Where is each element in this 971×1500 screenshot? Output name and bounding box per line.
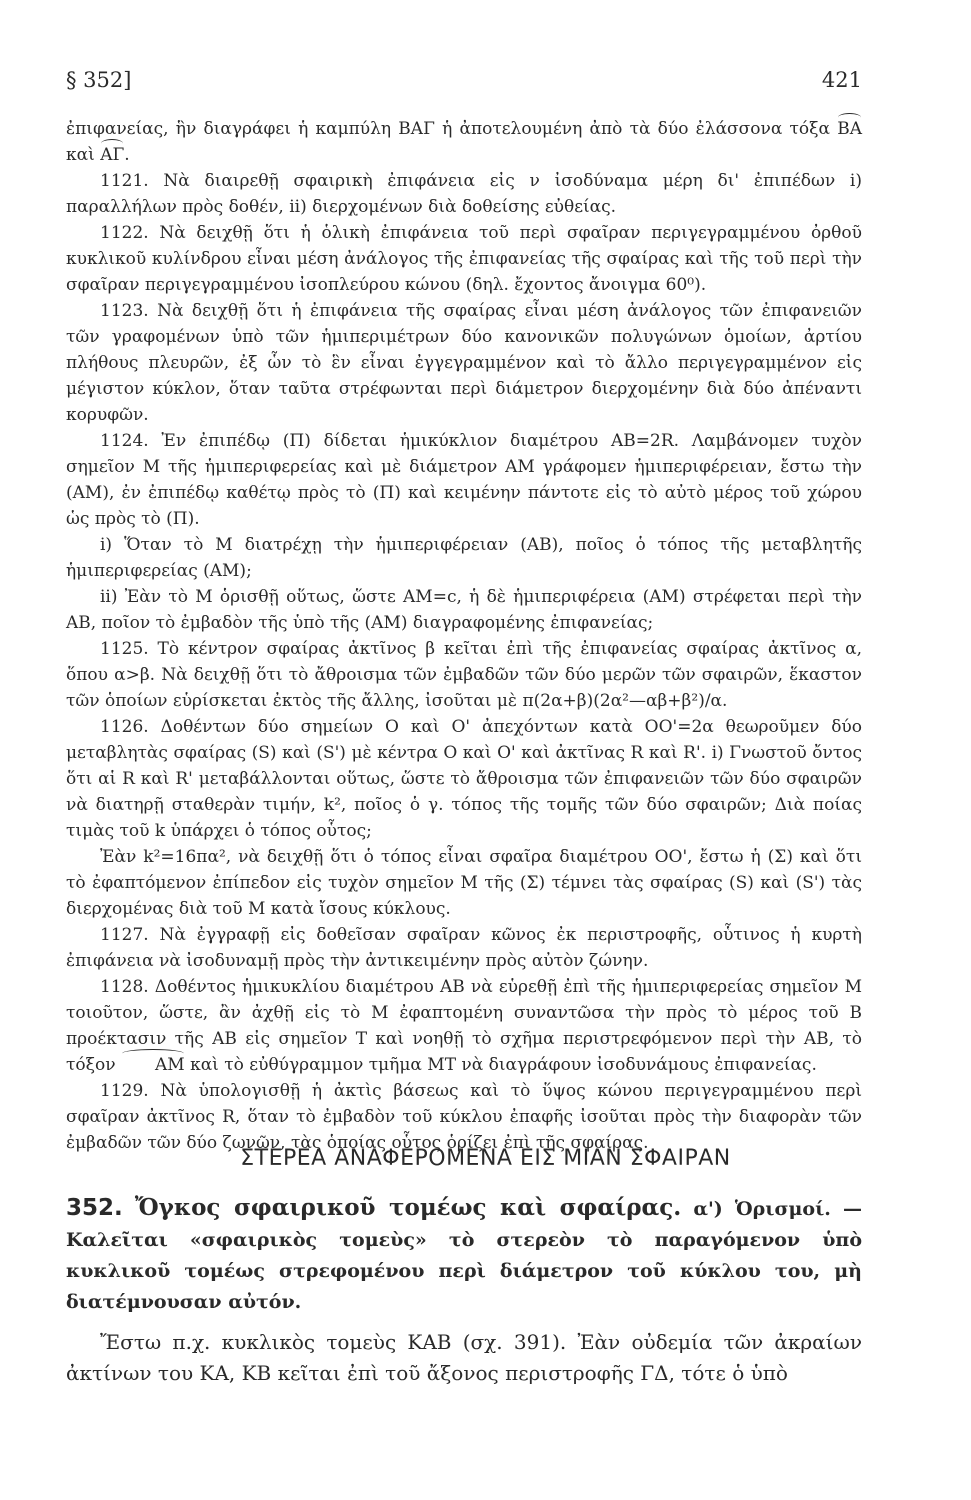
exercise-1128: 1128. Δοθέντος ἡμικυκλίου διαμέτρου ΑΒ νὰ εὑρεθῇ ἐπὶ τῆς ἡμιπεριφερείας σημεῖον Μ τοιοῦτον, ὥστε, ἂν ἀχθῇ εἰς τὸ Μ ἐφαπτομένη συναντῶσα τὴν πρὸς τὸ μέρος τοῦ Β προέκτασιν τῆς ΑΒ εἰς σημεῖον Τ καὶ νοηθῇ τὸ σχῆμα περιστρεφόμενον περὶ τὴν ΑΒ, τὸ τόξον ΑΜ καὶ τὸ εὐθύγραμμον τμῆμα ΜΤ νὰ διαγράφουν ἰσοδυνάμους ἐπιφανείας. bbox=[66, 974, 862, 1078]
section-heading: ΣΤΕΡΕΑ ΑΝΑΦΕΡΟΜΕΝΑ ΕΙΣ ΜΙΑΝ ΣΦΑΙΡΑΝ bbox=[240, 1146, 731, 1171]
paragraph-continuation: ἐπιφανείας, ἣν διαγράφει ἡ καμπύλη ΒΑΓ ἡ ἀποτελουμένη ἀπὸ τὰ δύο ἐλάσσονα τόξα ΒΑ καὶ ΑΓ. bbox=[66, 116, 862, 168]
arc-ba: ΒΑ bbox=[837, 116, 862, 142]
definition-subtitle: α') Ὁρισμοί. bbox=[693, 1198, 831, 1220]
exercise-1126: 1126. Δοθέντων δύο σημείων Ο καὶ Ο' ἀπεχόντων κατὰ ΟΟ'=2α θεωροῦμεν δύο μεταβλητὰς σφαίρας (S) καὶ (S') μὲ κέντρα Ο καὶ Ο' καὶ ἀκτῖνας R καὶ R'. i) Γνωστοῦ ὄντος ὅτι αἱ R καὶ R' μεταβάλλονται οὕτως, ὥστε τὸ ἄθροισμα τῶν ἐπιφανειῶν τῶν δύο σφαιρῶν νὰ διατηρῇ σταθερὰν τιμήν, k², ποῖος ὁ γ. τόπος τῆς τομῆς τῶν δύο σφαιρῶν; Διὰ ποίας τιμὰς τοῦ k ὑπάρχει ὁ τόπος οὗτος; bbox=[66, 717, 862, 841]
exercise-text bbox=[66, 116, 862, 1156]
section-title: Ὄγκος σφαιρικοῦ τομέως καὶ σφαίρας. bbox=[134, 1194, 682, 1221]
arc-ag: ΑΓ bbox=[100, 142, 124, 168]
exercise-1122: 1122. Νὰ δειχθῇ ὅτι ἡ ὁλικὴ ἐπιφάνεια τοῦ περὶ σφαῖραν περιγεγραμμένου ὀρθοῦ κυκλικοῦ κυλίνδρου εἶναι μέση ἀνάλογος τῆς ἐπιφανείας τῆς σφαίρας καὶ τῆς τοῦ περὶ τὴν σφαῖραν περιγεγραμμένου ἰσοπλεύρου κώνου (δηλ. ἔχοντος ἄνοιγμα 60⁰). bbox=[66, 223, 862, 295]
exercise-1124-part-ii: ii) Ἐὰν τὸ Μ ὁρισθῇ οὕτως, ὥστε ΑΜ=c, ἡ δὲ ἡμιπεριφέρεια (ΑΜ) στρέφεται περὶ τὴν ΑΒ, ποῖον τὸ ἐμβαδὸν τῆς ὑπὸ τῆς (ΑΜ) διαγραφομένης ἐπιφανείας; bbox=[66, 587, 862, 633]
definition-block bbox=[66, 1192, 862, 1318]
definition-text: — Καλεῖται «σφαιρικὸς τομεὺς» τὸ στερεὸν τὸ παραγόμενον ὑπὸ κυκλικοῦ τομέως στρεφομένου περὶ διάμετρον τοῦ κύκλου του, μὴ διατέμνουσαν αὐτόν. bbox=[66, 1198, 863, 1313]
page-number: 421 bbox=[821, 68, 862, 92]
page-header bbox=[66, 68, 862, 98]
exercise-1121: 1121. Νὰ διαιρεθῇ σφαιρικὴ ἐπιφάνεια εἰς ν ἰσοδύναμα μέρη δι' ἐπιπέδων i) παραλλήλων πρὸς δοθέν, ii) διερχομένων διὰ δοθείσης εὐθείας. bbox=[66, 171, 862, 217]
exercise-1125: 1125. Τὸ κέντρον σφαίρας ἀκτῖνος β κεῖται ἐπὶ τῆς ἐπιφανείας σφαίρας ἀκτῖνος α, ὅπου α>β. Νὰ δειχθῇ ὅτι τὸ ἄθροισμα τῶν ἐμβαδῶν τῶν δύο μερῶν τῶν σφαιρῶν, ἕκαστον τῶν ὁποίων εὑρίσκεται ἐκτὸς τῆς ἄλλης, ἰσοῦται μὲ π(2α+β)(2α²—αβ+β²)/α. bbox=[66, 639, 862, 711]
arc-am: ΑΜ bbox=[121, 1052, 185, 1078]
section-number: 352. bbox=[66, 1195, 123, 1221]
exercise-1127: 1127. Νὰ ἐγγραφῇ εἰς δοθεῖσαν σφαῖραν κῶνος ἐκ περιστροφῆς, οὗτινος ἡ κυρτὴ ἐπιφάνεια νὰ ἰσοδυναμῇ πρὸς τὴν ἀντικειμένην πρὸς αὐτὸν ζώνην. bbox=[66, 925, 862, 971]
exercise-1123: 1123. Νὰ δειχθῇ ὅτι ἡ ἐπιφάνεια τῆς σφαίρας εἶναι μέση ἀνάλογος τῶν ἐπιφανειῶν τῶν γραφομένων ὑπὸ τῶν ἡμιπεριμέτρων δύο κανονικῶν πολυγώνων ὁμοίων, ἀρτίου πλήθους πλευρῶν, ἐξ ὧν τὸ ἓν εἶναι ἐγγεγραμμένον καὶ τὸ ἄλλο περιγεγραμμένον εἰς μέγιστον κύκλον, ὅταν ταῦτα στρέφωνται περὶ διάμετρον διερχομένην διὰ δύο ἀπέναντι κορυφῶν. bbox=[66, 301, 862, 425]
exercise-1129: 1129. Νὰ ὑπολογισθῇ ἡ ἀκτὶς βάσεως καὶ τὸ ὕψος κώνου περιγεγραμμένου περὶ σφαῖραν ἀκτῖνος R, ὅταν τὸ ἐμβαδὸν τοῦ κύκλου ἐπαφῆς ἰσοῦται πρὸς τὴν διαφορὰν τῶν ἐμβαδῶν τῶν δύο ζωνῶν, τὰς ὁποίας οὗτος ὁρίζει ἐπὶ τῆς σφαίρας. bbox=[66, 1081, 862, 1153]
exercise-1124-part-i: i) Ὅταν τὸ Μ διατρέχῃ τὴν ἡμιπεριφέρειαν (ΑΒ), ποῖος ὁ τόπος τῆς μεταβλητῆς ἡμιπεριφερείας (ΑΜ); bbox=[66, 535, 862, 581]
exercise-1126-continued: Ἐὰν k²=16πα², νὰ δειχθῇ ὅτι ὁ τόπος εἶναι σφαῖρα διαμέτρου ΟΟ', ἔστω ἡ (Σ) καὶ ὅτι τὸ ἐφαπτόμενον ἐπίπεδον εἰς τυχὸν σημεῖον Μ τῆς (Σ) τέμνει τὰς σφαίρας (S) καὶ (S') τὰς διερχομένας διὰ τοῦ Μ κατὰ ἴσους κύκλους. bbox=[66, 847, 862, 919]
section-reference: § 352] bbox=[66, 68, 132, 92]
last-paragraph: Ἔστω π.χ. κυκλικὸς τομεὺς ΚΑΒ (σχ. 391). Ἐὰν οὐδεμία τῶν ἀκραίων ἀκτίνων του ΚΑ, ΚΒ κεῖται ἐπὶ τοῦ ἄξονος περιστροφῆς ΓΔ, τότε ὁ ὑπὸ bbox=[66, 1330, 862, 1385]
exercise-1124: 1124. Ἐν ἐπιπέδῳ (Π) δίδεται ἡμικύκλιον διαμέτρου ΑΒ=2R. Λαμβάνομεν τυχὸν σημεῖον Μ τῆς ἡμιπεριφερείας καὶ μὲ διάμετρον ΑΜ γράφομεν ἡμιπεριφέρειαν, ἔστω τὴν (ΑΜ), ἐν ἐπιπέδῳ καθέτῳ πρὸς τὸ (Π) καὶ κειμένην πάντοτε εἰς τὸ αὐτὸ μέρος τοῦ χώρου ὡς πρὸς τὸ (Π). bbox=[66, 431, 862, 529]
last-paragraph-block bbox=[66, 1327, 862, 1389]
